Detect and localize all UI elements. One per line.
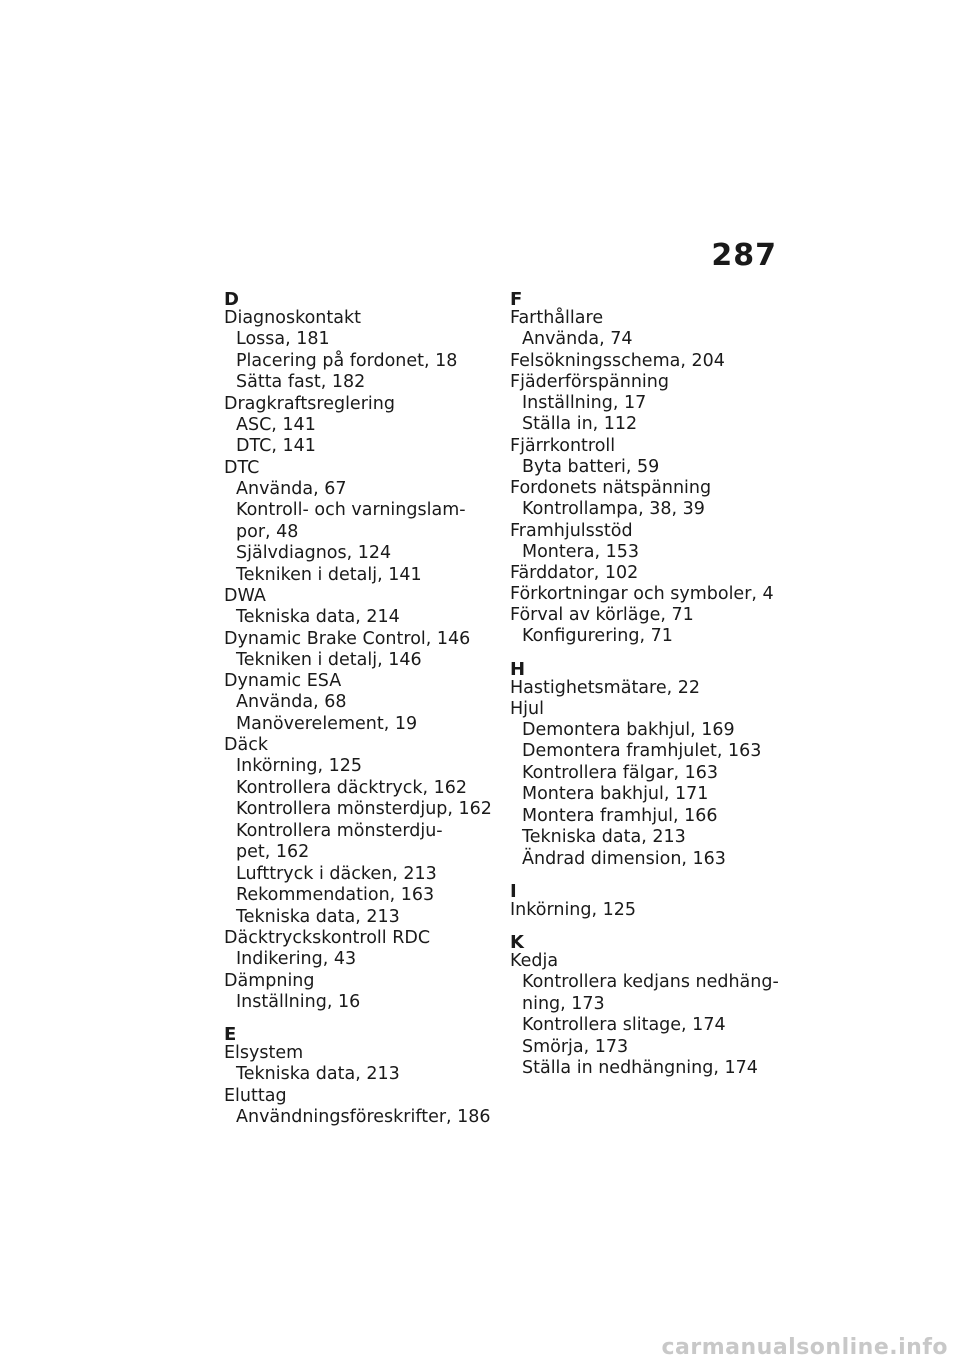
index-entry: Farthållare xyxy=(510,308,604,328)
index-subentry: Ändrad dimension, 163 xyxy=(522,848,726,869)
page-number: 287 xyxy=(711,238,777,273)
index-subentry: Demontera bakhjul, 169 xyxy=(522,719,735,740)
index-subentry: Montera framhjul, 166 xyxy=(522,805,718,826)
index-column-right xyxy=(510,290,800,1094)
index-entry: Framhjulsstöd xyxy=(510,520,633,541)
index-subentry: Inställning, 16 xyxy=(236,991,361,1012)
index-subentry: Rekommendation, 163 xyxy=(236,885,435,905)
index-subentries xyxy=(224,992,494,1014)
index-subentries xyxy=(224,692,494,735)
index-subentry: ASC, 141 xyxy=(236,414,316,435)
index-entry: Dämpning xyxy=(224,970,315,991)
index-subentry: Sätta fast, 182 xyxy=(236,372,366,392)
index-subentry: Demontera framhjulet, 163 xyxy=(522,741,762,761)
index-subentry: Använda, 68 xyxy=(236,692,347,712)
index-subentries xyxy=(224,607,494,629)
index-subentries xyxy=(224,1064,494,1086)
index-entry: Inkörning, 125 xyxy=(510,900,637,920)
section-letter: H xyxy=(510,658,526,680)
index-entry: Däck xyxy=(224,735,268,755)
index-section xyxy=(510,932,800,1080)
index-subentry: Användningsföreskrifter, 186 xyxy=(236,1106,491,1127)
index-subentry: Montera, 153 xyxy=(522,541,639,562)
index-subentry: Tekniska data, 213 xyxy=(236,906,400,927)
index-subentries xyxy=(510,542,800,564)
index-section xyxy=(510,881,800,921)
index-entry: Däcktryckskontroll RDC xyxy=(224,928,431,948)
index-subentry: DTC, 141 xyxy=(236,436,316,456)
index-subentries xyxy=(510,329,800,351)
index-subentry: Använda, 67 xyxy=(236,478,347,499)
index-subentries xyxy=(510,499,800,521)
index-entry: DTC xyxy=(224,457,260,478)
index-subentry: Montera bakhjul, 171 xyxy=(522,784,709,804)
index-subentry: Tekniken i detalj, 146 xyxy=(236,649,422,670)
index-subentry: Tekniken i detalj, 141 xyxy=(236,564,422,585)
index-subentry: Självdiagnos, 124 xyxy=(236,543,392,563)
index-subentry: Inställning, 17 xyxy=(522,392,647,413)
index-entry: Fjäderförspänning xyxy=(510,371,669,392)
index-entry: Dynamic ESA xyxy=(224,671,342,691)
index-subentry: Kontroll- och varningslam- xyxy=(236,500,466,520)
index-subentry: ning, 173 xyxy=(522,993,605,1014)
index-subentries xyxy=(224,949,494,971)
index-subentry: Tekniska data, 213 xyxy=(522,827,686,847)
index-section xyxy=(224,289,494,1013)
index-subentry: Ställa in, 112 xyxy=(522,414,638,434)
section-letter: I xyxy=(510,881,517,902)
index-subentry: Kontrollera kedjans nedhäng- xyxy=(522,972,779,992)
index-section xyxy=(510,289,800,648)
index-entry: Felsökningsschema, 204 xyxy=(510,350,725,371)
index-subentry: Kontrollera däcktryck, 162 xyxy=(236,777,468,798)
section-letter: E xyxy=(224,1024,237,1045)
index-subentries xyxy=(224,756,494,928)
index-subentries xyxy=(510,626,800,648)
index-subentries xyxy=(510,457,800,479)
index-entry: Hjul xyxy=(510,698,544,719)
index-entry: Färddator, 102 xyxy=(510,563,639,583)
index-subentries xyxy=(510,720,800,871)
index-entry: DWA xyxy=(224,586,266,606)
index-entry: Dragkraftsreglering xyxy=(224,393,395,414)
index-subentry: Kontrollera mönsterdju- xyxy=(236,820,443,841)
index-subentry: Smörja, 173 xyxy=(522,1036,629,1057)
index-subentries xyxy=(510,972,800,1080)
index-subentry: Ställa in nedhängning, 174 xyxy=(522,1058,758,1078)
index-subentry: Manöverelement, 19 xyxy=(236,713,418,734)
index-column-left xyxy=(224,290,494,1142)
watermark-logo[interactable]: carmanualsonline.info xyxy=(661,1335,948,1360)
section-letter: K xyxy=(510,932,524,953)
index-subentry: Tekniska data, 213 xyxy=(236,1064,400,1084)
index-entry: Hastighetsmätare, 22 xyxy=(510,677,700,698)
index-subentry: Inkörning, 125 xyxy=(236,756,363,776)
index-subentries xyxy=(510,393,800,436)
index-subentry: Lufttryck i däcken, 213 xyxy=(236,863,437,884)
index-entry: Förkortningar och symboler, 4 xyxy=(510,584,774,604)
index-subentry: Kontrollera fälgar, 163 xyxy=(522,762,719,783)
section-letter: D xyxy=(224,289,239,310)
index-subentries xyxy=(224,415,494,458)
index-subentry: Lossa, 181 xyxy=(236,329,330,349)
index-entry: Förval av körläge, 71 xyxy=(510,605,694,625)
index-subentry: Byta batteri, 59 xyxy=(522,456,660,477)
index-subentry: Tekniska data, 214 xyxy=(236,607,400,627)
index-subentries xyxy=(224,1107,494,1129)
index-entry: Fordonets nätspänning xyxy=(510,478,712,498)
index-subentry: Konfigurering, 71 xyxy=(522,626,673,646)
index-section xyxy=(510,658,800,871)
index-subentries xyxy=(224,650,494,672)
index-subentry: pet, 162 xyxy=(236,842,310,862)
index-subentry: Placering på fordonet, 18 xyxy=(236,350,458,371)
section-letter: F xyxy=(510,289,523,310)
index-entry: Eluttag xyxy=(224,1085,287,1106)
index-subentry: Kontrollera mönsterdjup, 162 xyxy=(236,799,492,819)
index-subentry: Kontrollampa, 38, 39 xyxy=(522,499,705,519)
index-subentry: Kontrollera slitage, 174 xyxy=(522,1015,726,1035)
index-entry: Dynamic Brake Control, 146 xyxy=(224,628,471,649)
index-entry: Fjärrkontroll xyxy=(510,435,616,456)
index-entry: Elsystem xyxy=(224,1043,304,1063)
index-subentry: Använda, 74 xyxy=(522,329,633,349)
index-subentries xyxy=(224,479,494,587)
index-subentry: por, 48 xyxy=(236,521,299,542)
index-entry: Kedja xyxy=(510,951,559,971)
index-subentry: Indikering, 43 xyxy=(236,949,357,969)
index-entry: Diagnoskontakt xyxy=(224,308,361,328)
index-section xyxy=(224,1024,494,1128)
index-subentries xyxy=(224,329,494,394)
